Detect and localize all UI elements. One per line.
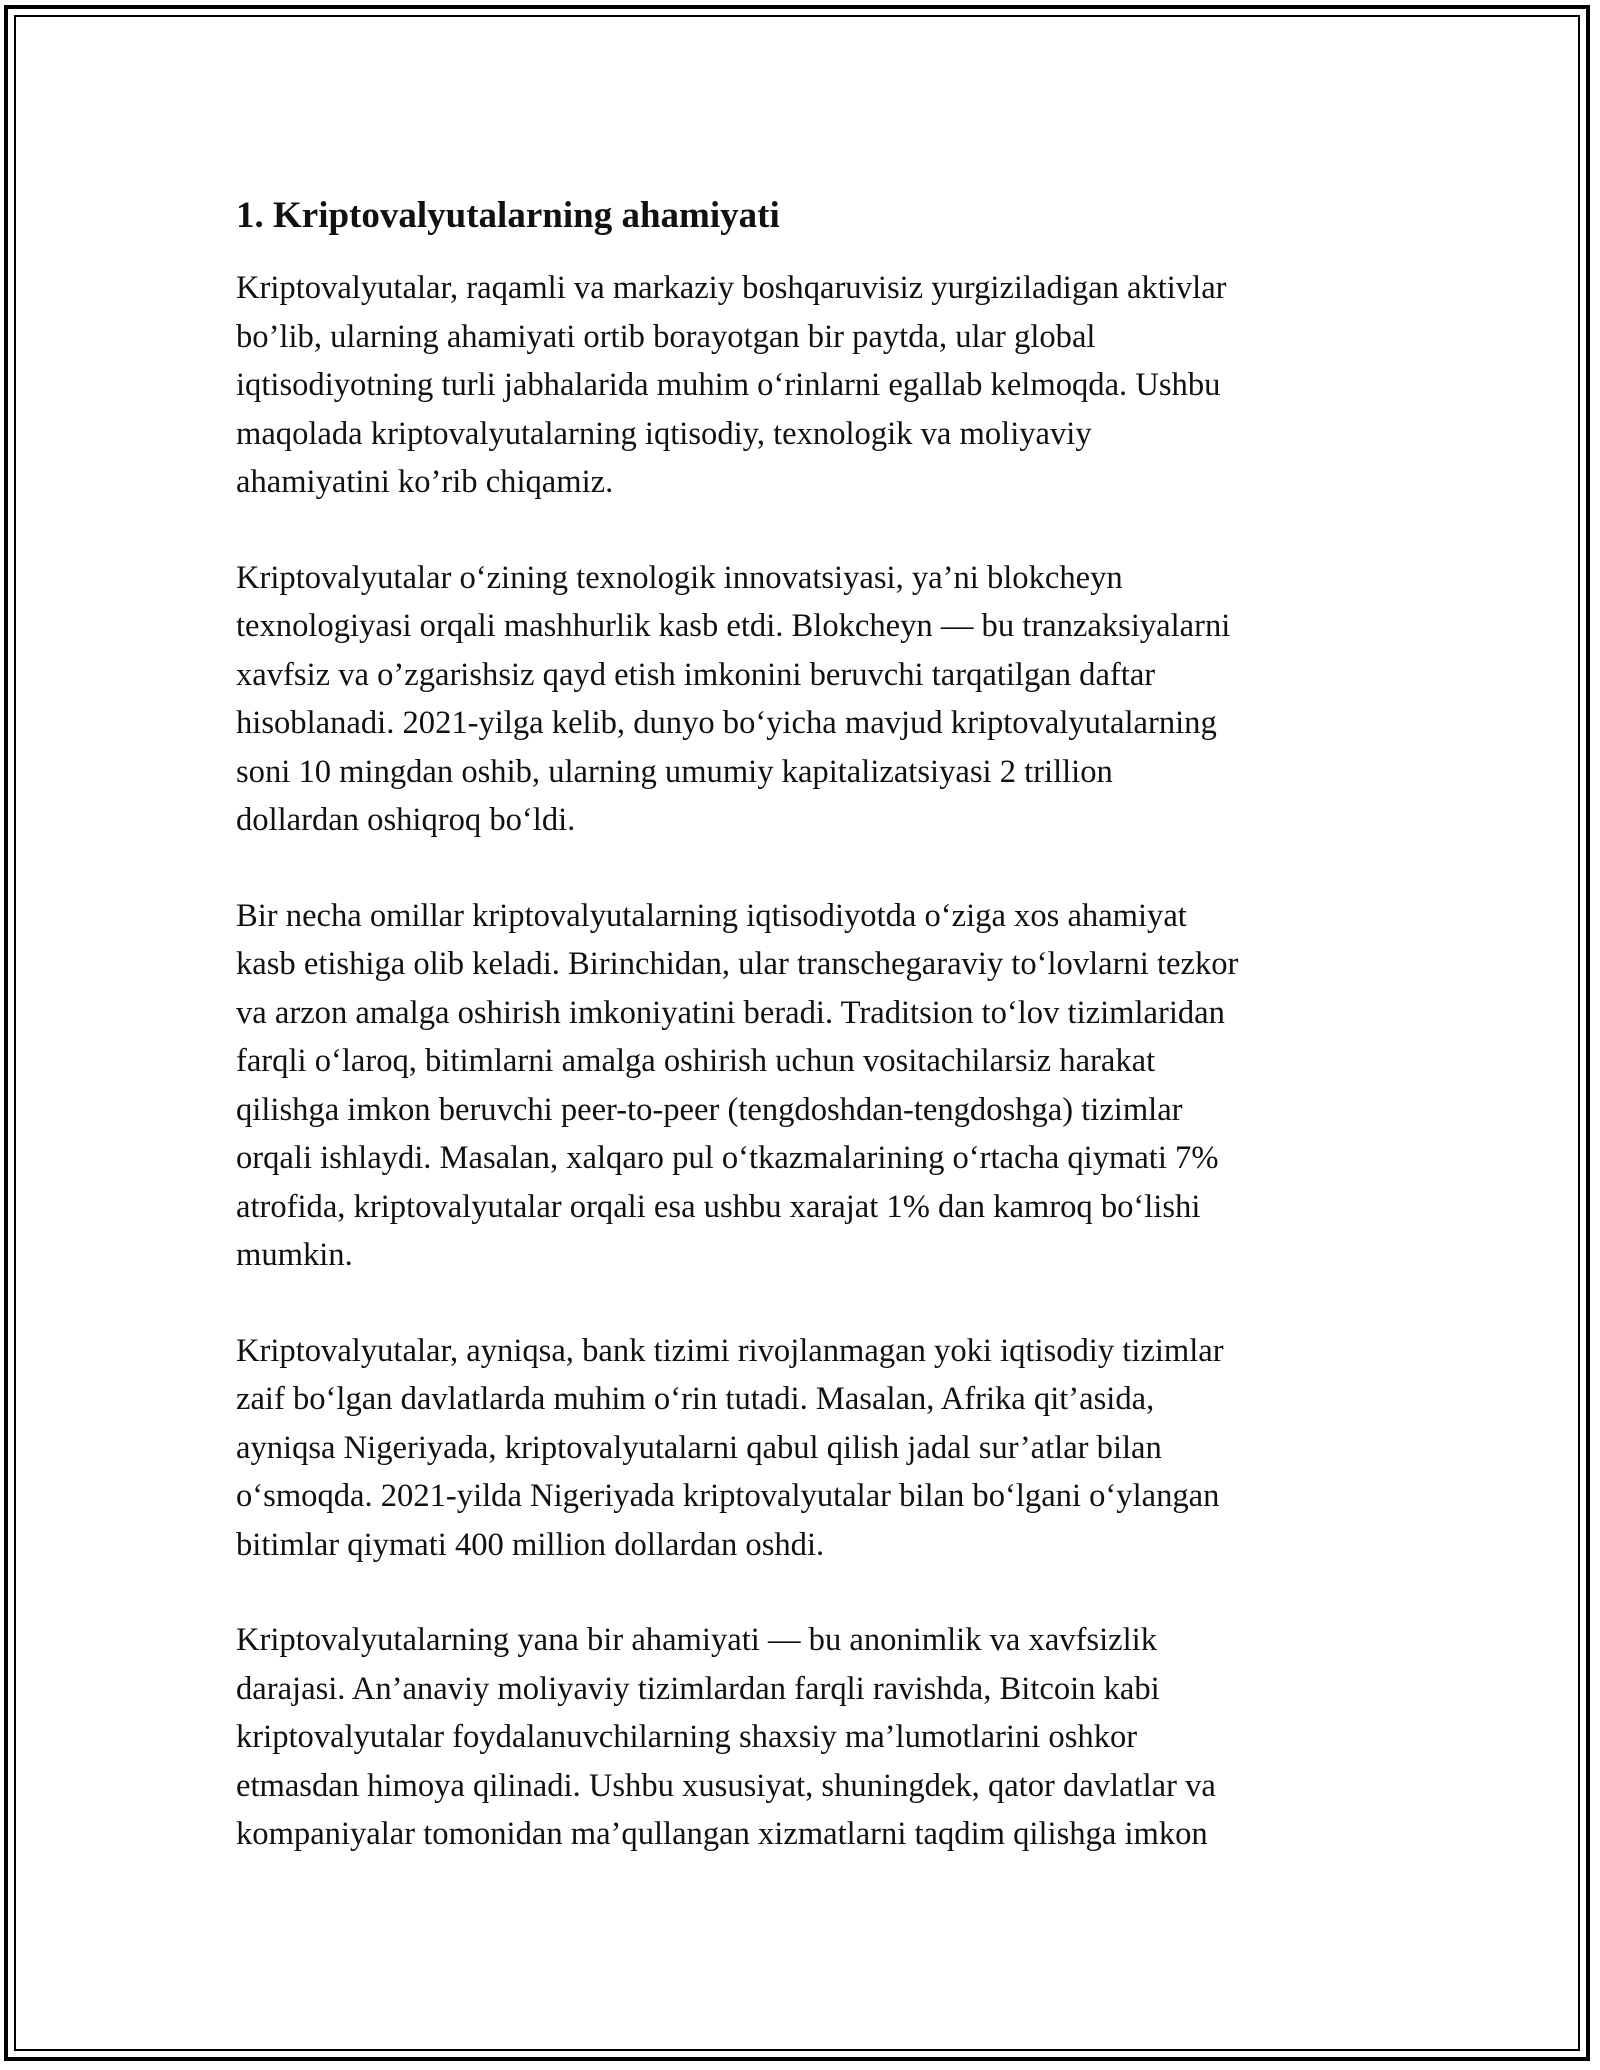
paragraph-3: Bir necha omillar kriptovalyutalarning iqtisodiyotda o‘ziga xos ahamiyat kasb etishiga olib keladi. Birinchidan, ular transchegaraviy to‘lovlarni tezkor va arzon amalga oshirish imkoniyatini beradi. Traditsion to‘lov tizimlaridan farqli o‘laroq, bitimlarni amalga oshirish uchun vositachilarsiz harakat qilishga imkon beruvchi peer-to-peer (tengdoshdan-tengdoshga) tizimlar orqali ishlaydi. Masalan, xalqaro pul o‘tkazmalarining o‘rtacha qiymati 7% atrofida, kriptovalyutalar orqali esa ushbu xarajat 1% dan kamroq bo‘lishi mumkin. xyxy=(236,897,1239,1273)
section-heading: 1. Kriptovalyutalarning ahamiyati xyxy=(236,195,780,236)
paragraph-5: Kriptovalyutalarning yana bir ahamiyati — bu anonimlik va xavfsizlik darajasi. An’anaviy moliyaviy tizimlardan farqli ravishda, Bitcoin kabi kriptovalyutalar foydalanuvchilarning shaxsiy ma’lumotlarini oshkor etmasdan himoya qilinadi. Ushbu xususiyat, shuningdek, qator davlatlar va kompaniyalar tomonidan ma’qullangan xizmatlarni taqdim qilishga imkon xyxy=(236,1622,1216,1852)
document-body xyxy=(236,190,1376,1906)
paragraph-4: Kriptovalyutalar, ayniqsa, bank tizimi rivojlanmagan yoki iqtisodiy tizimlar zaif bo‘lgan davlatlarda muhim o‘rin tutadi. Masalan, Afrika qit’asida, ayniqsa Nigeriyada, kriptovalyutalarni qabul qilish jadal sur’atlar bilan o‘smoqda. 2021-yilda Nigeriyada kriptovalyutalar bilan bo‘lgani o‘ylangan bitimlar qiymati 400 million dollardan oshdi. xyxy=(236,1332,1224,1563)
paragraph-1: Kriptovalyutalar, raqamli va markaziy boshqaruvisiz yurgiziladigan aktivlar bo’lib, ularning ahamiyati ortib borayotgan bir paytda, ular global iqtisodiyotning turli jabhalarida muhim o‘rinlarni egallab kelmoqda. Ushbu maqolada kriptovalyutalarning iqtisodiy, texnologik va moliyaviy ahamiyatini ko’rib chiqamiz. xyxy=(236,270,1227,500)
paragraph-2: Kriptovalyutalar o‘zining texnologik innovatsiyasi, ya’ni blokcheyn texnologiyasi orqali mashhurlik kasb etdi. Blokcheyn — bu tranzaksiyalarni xavfsiz va o’zgarishsiz qayd etish imkonini beruvchi tarqatilgan daftar hisoblanadi. 2021-yilga kelib, dunyo bo‘yicha mavjud kriptovalyutalarning soni 10 mingdan oshib, ularning umumiy kapitalizatsiyasi 2 trillion dollardan oshiqroq bo‘ldi. xyxy=(236,559,1231,838)
